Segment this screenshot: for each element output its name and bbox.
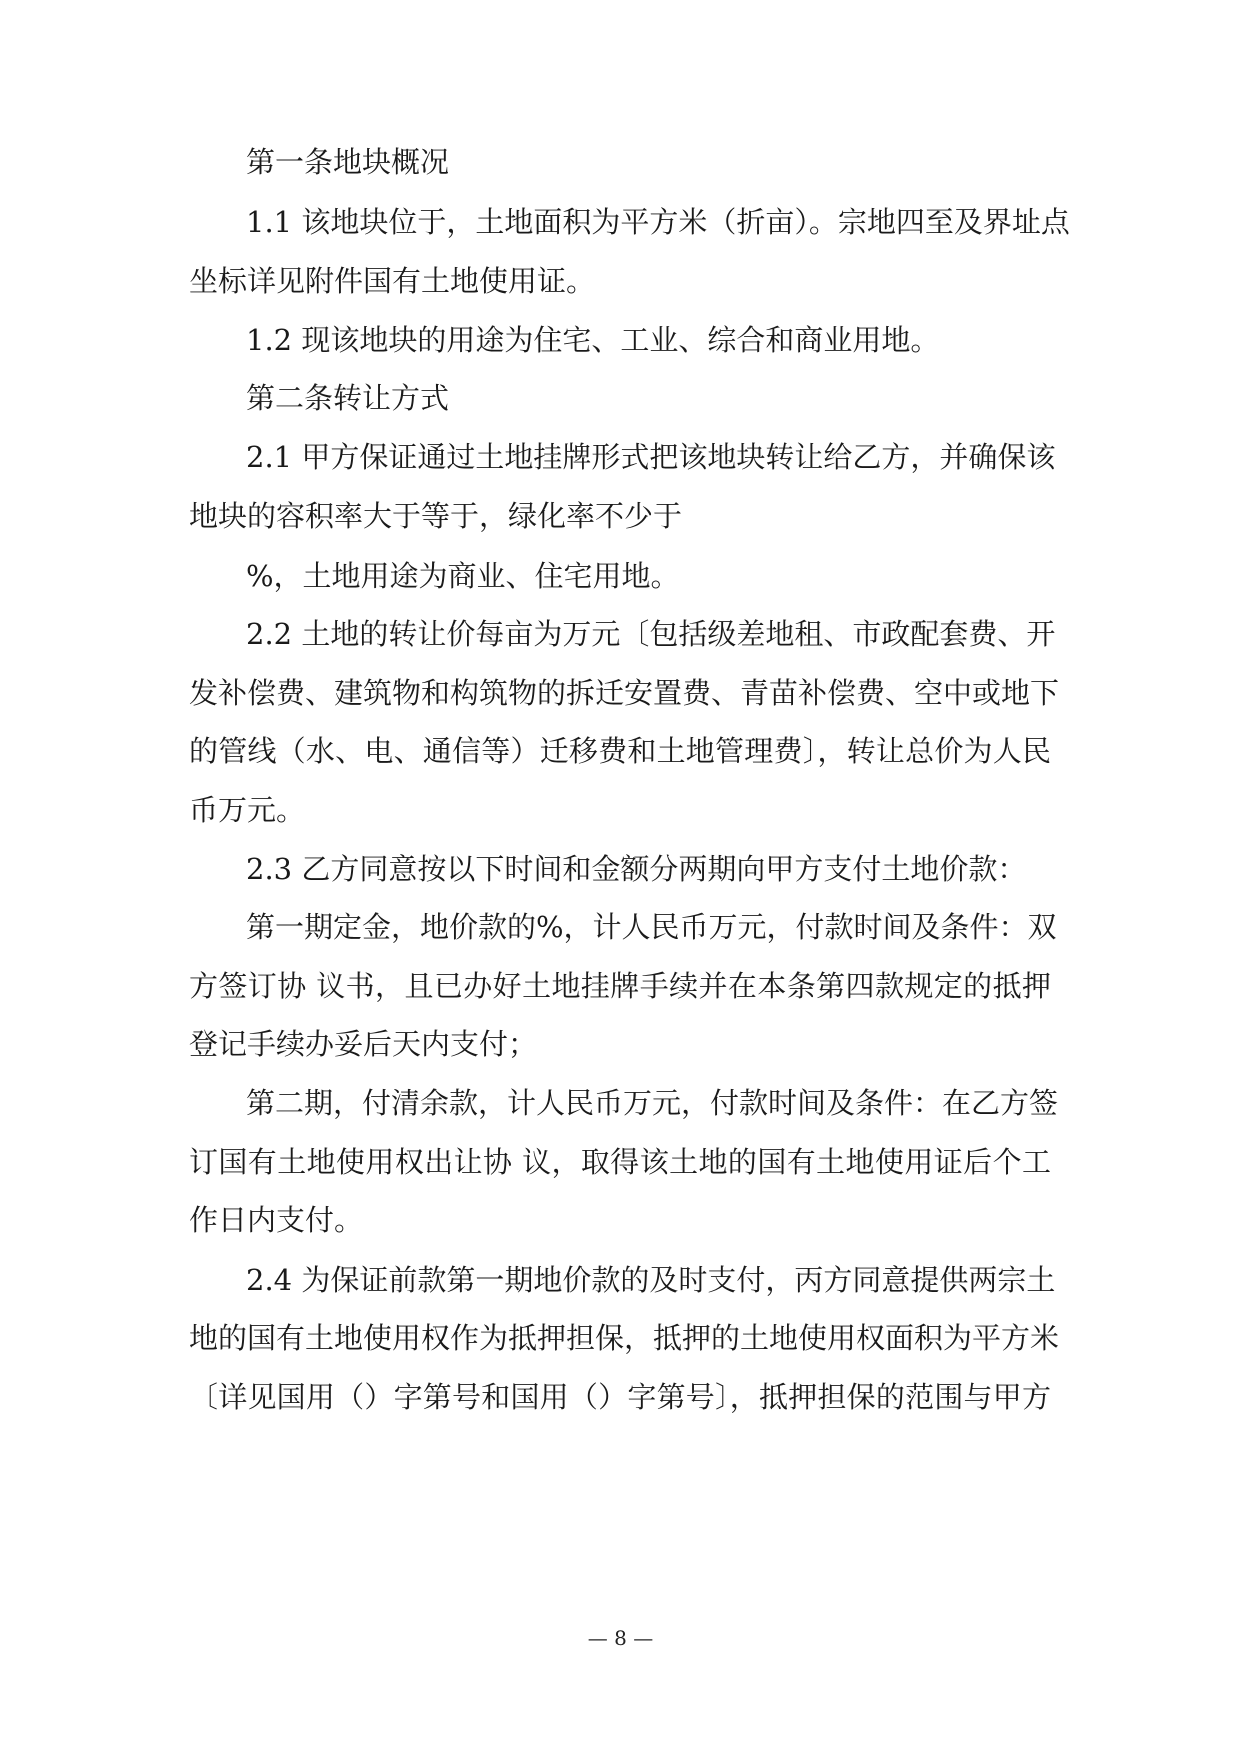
heading-article-2: 第二条转让方式 <box>246 381 450 415</box>
clause-2-1-line-3: %，土地用途为商业、住宅用地。 <box>246 559 680 593</box>
clause-2-3: 2.3 乙方同意按以下时间和金额分两期向甲方支付土地价款： <box>246 852 1027 886</box>
installment-2-line-3: 作日内支付。 <box>189 1203 364 1237</box>
clause-1-1-line-1: 1.1 该地块位于，土地面积为平方米（折亩）。宗地四至及界址点 <box>246 205 1070 239</box>
installment-1-line-2: 方签订协 议书，且已办好土地挂牌手续并在本条第四款规定的抵押 <box>189 969 1051 1003</box>
heading-article-1: 第一条地块概况 <box>246 145 450 179</box>
clause-2-4-line-3: 〔详见国用（）字第号和国用（）字第号〕，抵押担保的范围与甲方 <box>189 1380 1051 1414</box>
clause-2-1-line-1: 2.1 甲方保证通过土地挂牌形式把该地块转让给乙方，并确保该 <box>246 440 1056 474</box>
clause-2-2-line-4: 币万元。 <box>189 793 306 827</box>
clause-2-4-line-2: 地的国有土地使用权作为抵押担保，抵押的土地使用权面积为平方米 <box>189 1321 1060 1355</box>
installment-2-line-1: 第二期，付清余款，计人民币万元，付款时间及条件：在乙方签 <box>246 1086 1059 1120</box>
installment-2-line-2: 订国有土地使用权出让协 议，取得该土地的国有土地使用证后个工 <box>189 1145 1051 1179</box>
clause-2-1-line-2: 地块的容积率大于等于，绿化率不少于 <box>189 499 683 533</box>
clause-2-2-line-3: 的管线（水、电、通信等）迁移费和土地管理费〕，转让总价为人民 <box>189 734 1051 768</box>
clause-1-2: 1.2 现该地块的用途为住宅、工业、综合和商业用地。 <box>246 323 940 357</box>
clause-2-2-line-2: 发补偿费、建筑物和构筑物的拆迁安置费、青苗补偿费、空中或地下 <box>189 676 1060 710</box>
installment-1-line-3: 登记手续办妥后天内支付； <box>189 1027 538 1061</box>
clause-2-2-line-1: 2.2 土地的转让价每亩为万元〔包括级差地租、市政配套费、开 <box>246 617 1056 651</box>
page-number: — 8 — <box>587 1626 654 1650</box>
clause-2-4-line-1: 2.4 为保证前款第一期地价款的及时支付，丙方同意提供两宗土 <box>246 1263 1056 1297</box>
installment-1-line-1: 第一期定金，地价款的%，计人民币万元，付款时间及条件：双 <box>246 910 1057 944</box>
clause-1-1-line-2: 坐标详见附件国有土地使用证。 <box>189 264 596 298</box>
